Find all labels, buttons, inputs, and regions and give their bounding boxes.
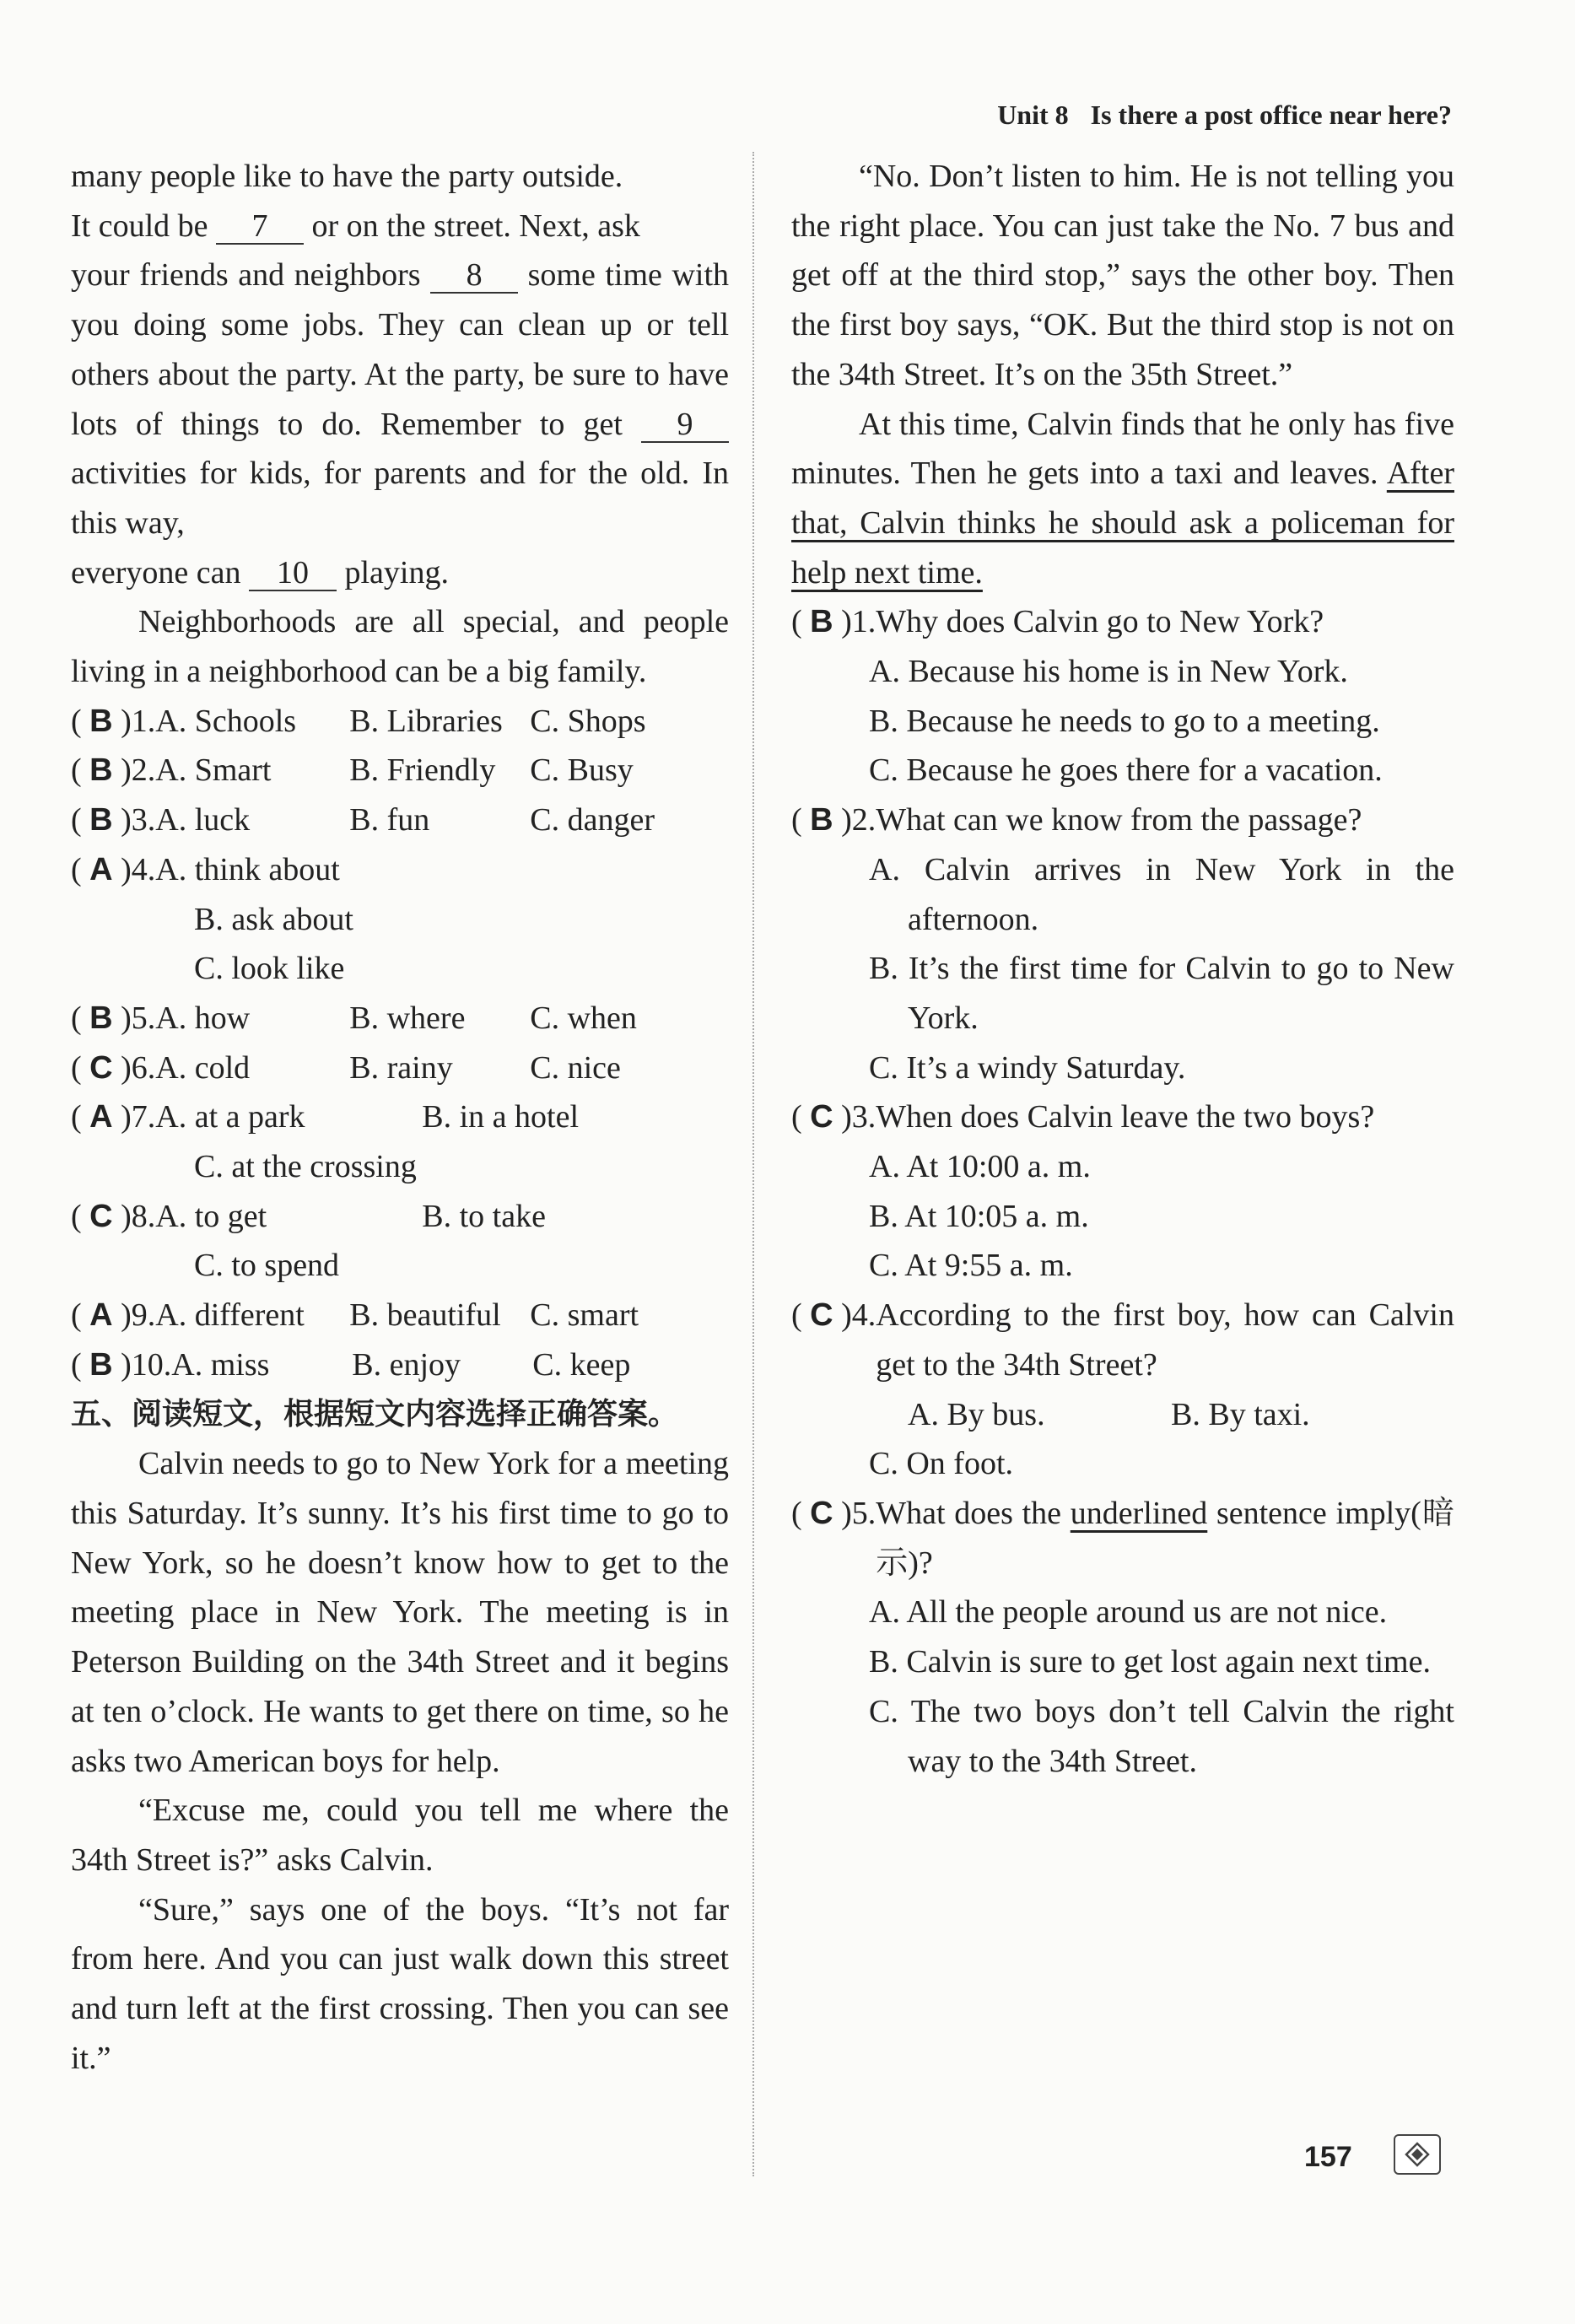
option-c: C. It’s a windy Saturday. bbox=[869, 1049, 1186, 1086]
question-4 bbox=[71, 845, 729, 895]
answer: B bbox=[89, 802, 113, 838]
reading-text: At this time, Calvin finds that he only has five minutes. Then he gets into a taxi and leaves. bbox=[791, 406, 1454, 492]
diamond-icon bbox=[1394, 2134, 1441, 2175]
answer: B bbox=[89, 1346, 113, 1383]
question-number: ( B )2. bbox=[71, 752, 156, 789]
answer: C bbox=[810, 1297, 833, 1334]
option-b: B. Calvin is sure to get lost again next time. bbox=[869, 1644, 1431, 1680]
option-c: C. On foot. bbox=[869, 1446, 1013, 1482]
reading-question-1 bbox=[791, 597, 1454, 647]
option-row bbox=[791, 1390, 1454, 1440]
question-6 bbox=[71, 1043, 729, 1093]
reading-paragraph-2: “Excuse me, could you tell me where the 34th Street is?” asks Calvin. bbox=[71, 1793, 729, 1878]
answer: A bbox=[89, 1099, 113, 1135]
blank-8: 8 bbox=[430, 258, 518, 294]
option-a: A. All the people around us are not nice. bbox=[869, 1594, 1388, 1631]
option-c: C. Busy bbox=[530, 752, 634, 789]
blank-9: 9 bbox=[641, 407, 729, 443]
cloze-text: Remember to get bbox=[380, 406, 623, 442]
answer: C bbox=[89, 1049, 113, 1086]
reading-question-2 bbox=[791, 795, 1454, 845]
option-b: B. fun bbox=[349, 802, 430, 838]
question-text: What does the underlined sentence imply(暗示)? bbox=[876, 1495, 1455, 1581]
option-b: B. in a hotel bbox=[422, 1099, 580, 1135]
question-number: ( C )3. bbox=[791, 1099, 876, 1135]
option-c: C. look like bbox=[194, 951, 345, 987]
cloze-line-3 bbox=[71, 251, 729, 547]
cloze-text: some time bbox=[527, 257, 662, 294]
question-number: ( B )1. bbox=[71, 703, 156, 739]
option-a: A. different bbox=[155, 1297, 305, 1334]
option-b: B. rainy bbox=[349, 1049, 453, 1086]
option-c: C. when bbox=[530, 1000, 637, 1036]
column-divider bbox=[752, 152, 754, 2176]
cloze-text: with you doing some jobs. They can clean up or tell others about the party. At the party, be sure to have lots of things to do. bbox=[71, 257, 730, 442]
question-number: ( C )5. bbox=[791, 1495, 876, 1531]
question-number: ( B )10. bbox=[71, 1346, 172, 1383]
cloze-text: everyone can bbox=[71, 554, 241, 590]
page-header bbox=[997, 100, 1452, 131]
answer: C bbox=[810, 1495, 833, 1531]
option-c: C. smart bbox=[530, 1297, 639, 1334]
question-number: ( B )5. bbox=[71, 1000, 156, 1036]
question-number: ( C )6. bbox=[71, 1049, 156, 1086]
diamond-icon-svg bbox=[1405, 2142, 1430, 2167]
question-10 bbox=[71, 1340, 729, 1390]
answer: A bbox=[89, 1297, 113, 1334]
unit-title: Is there a post office near here? bbox=[1090, 100, 1452, 130]
question-7 bbox=[71, 1092, 729, 1142]
question-3 bbox=[71, 795, 729, 845]
option-b: B. Because he needs to go to a meeting. bbox=[869, 703, 1380, 739]
option-a: A. Smart bbox=[155, 752, 272, 789]
answer: B bbox=[89, 703, 113, 739]
option-c: C. At 9:55 a. m. bbox=[869, 1248, 1073, 1284]
question-number: ( A )9. bbox=[71, 1297, 156, 1334]
question-text: Why does Calvin go to New York? bbox=[876, 604, 1324, 640]
question-5 bbox=[71, 994, 729, 1043]
answer: B bbox=[810, 802, 833, 838]
option-c: C. The two boys don’t tell Calvin the right way to the 34th Street. bbox=[869, 1693, 1454, 1779]
option-c: C. Shops bbox=[530, 703, 646, 739]
question-number: ( B )2. bbox=[791, 802, 876, 838]
reading-question-4 bbox=[791, 1291, 1454, 1389]
question-number: ( B )1. bbox=[791, 604, 876, 640]
question-1 bbox=[71, 697, 729, 747]
reading-paragraph-3: “Sure,” says one of the boys. “It’s not far from here. And you can just walk down this street and turn left at the first crossing. Then you can see it.” bbox=[71, 1891, 729, 2076]
question-text: When does Calvin leave the two boys? bbox=[876, 1099, 1375, 1135]
option-a: A. cold bbox=[155, 1049, 251, 1086]
question-number: ( A )4. bbox=[71, 851, 156, 887]
answer: C bbox=[89, 1198, 113, 1234]
option-a: A. Because his home is in New York. bbox=[869, 654, 1348, 690]
option-a: A. think about bbox=[155, 851, 340, 887]
underlined-sentence: After that, Calvin thinks he should ask a policeman for help next time. bbox=[791, 456, 1454, 590]
option-c: C. nice bbox=[530, 1049, 621, 1086]
reading-paragraph-4: “No. Don’t listen to him. He is not telling you the right place. You can just take the No. 7 bus and get off at the third stop,” says the other boy. Then the first boy says, “OK. But the third stop is not on the 34th Street. It’s on the 35th Street.” bbox=[791, 159, 1454, 392]
option-b: B. enjoy bbox=[352, 1346, 461, 1383]
section-title: 五、阅读短文，根据短文内容选择正确答案。 bbox=[71, 1396, 679, 1432]
cloze-text: playing. bbox=[344, 554, 449, 590]
answer: C bbox=[810, 1099, 833, 1135]
cloze-text: It could be bbox=[71, 208, 208, 244]
question-2 bbox=[71, 746, 729, 795]
option-a: A. luck bbox=[155, 802, 251, 838]
question-9 bbox=[71, 1291, 729, 1340]
reading-question-5 bbox=[791, 1489, 1454, 1588]
question-8 bbox=[71, 1192, 729, 1242]
cloze-paragraph-2: Neighborhoods are all special, and people living in a neighborhood can be a big family. bbox=[71, 604, 729, 690]
blank-7: 7 bbox=[216, 209, 304, 245]
option-a: A. Calvin arrives in New York in the afternoon. bbox=[869, 851, 1454, 937]
option-c: C. danger bbox=[530, 802, 655, 838]
underlined-word: underlined bbox=[1070, 1495, 1208, 1531]
option-c: C. Because he goes there for a vacation. bbox=[869, 752, 1383, 789]
right-column bbox=[791, 152, 1454, 1786]
reading-question-3 bbox=[791, 1092, 1454, 1142]
option-b: B. to take bbox=[422, 1198, 546, 1234]
question-number: ( B )3. bbox=[71, 802, 156, 838]
answer: A bbox=[89, 851, 113, 887]
answer: B bbox=[810, 604, 833, 640]
option-c: C. at the crossing bbox=[194, 1149, 417, 1185]
answer: B bbox=[89, 752, 113, 789]
answer: B bbox=[89, 1000, 113, 1036]
option-a: A. Schools bbox=[155, 703, 297, 739]
option-b: B. Friendly bbox=[349, 752, 496, 789]
question-number: ( A )7. bbox=[71, 1099, 156, 1135]
option-a: A. at a park bbox=[155, 1099, 305, 1135]
blank-10: 10 bbox=[249, 556, 337, 591]
option-b: B. beautiful bbox=[349, 1297, 501, 1334]
cloze-questions bbox=[71, 697, 729, 1390]
option-b: B. It’s the first time for Calvin to go to New York. bbox=[869, 951, 1454, 1036]
question-number: ( C )8. bbox=[71, 1198, 156, 1234]
page-number: 157 bbox=[1304, 2141, 1352, 2173]
cloze-text: or on the street. Next, ask bbox=[311, 208, 640, 244]
option-c: C. to spend bbox=[194, 1248, 340, 1284]
option-a: A. how bbox=[155, 1000, 251, 1036]
cloze-text: activities for kids, for parents and for the old. In this way, bbox=[71, 456, 729, 541]
option-b: B. At 10:05 a. m. bbox=[869, 1198, 1089, 1234]
left-column bbox=[71, 152, 729, 2083]
option-a: A. to get bbox=[155, 1198, 267, 1234]
option-b: B. Libraries bbox=[349, 703, 503, 739]
option-b: B. ask about bbox=[194, 901, 353, 937]
option-b: B. By taxi. bbox=[1171, 1396, 1310, 1432]
cloze-text: your friends and neighbors bbox=[71, 257, 421, 294]
cloze-line-1: many people like to have the party outside. bbox=[71, 159, 623, 194]
question-text: What can we know from the passage? bbox=[876, 802, 1362, 838]
unit-label: Unit 8 bbox=[997, 100, 1069, 130]
cloze-line-last bbox=[71, 548, 729, 598]
option-a: A. miss bbox=[171, 1346, 270, 1383]
option-a: A. At 10:00 a. m. bbox=[869, 1149, 1091, 1185]
option-c: C. keep bbox=[532, 1346, 631, 1383]
question-text: According to the first boy, how can Calvin get to the 34th Street? bbox=[876, 1297, 1454, 1383]
reading-paragraph-1: Calvin needs to go to New York for a meeting this Saturday. It’s sunny. It’s his first time to go to New York, so he doesn’t know how to get to the meeting place in New York. The meeting is in Peterson Building on the 34th Street and it begins at ten o’clock. He wants to get there on time, so he asks two American boys for help. bbox=[71, 1446, 729, 1779]
reading-questions bbox=[791, 597, 1454, 1786]
option-a: A. By bus. bbox=[908, 1396, 1045, 1432]
reading-paragraph-5 bbox=[791, 400, 1454, 598]
option-b: B. where bbox=[349, 1000, 466, 1036]
cloze-line-2 bbox=[71, 202, 729, 251]
question-number: ( C )4. bbox=[791, 1297, 876, 1334]
